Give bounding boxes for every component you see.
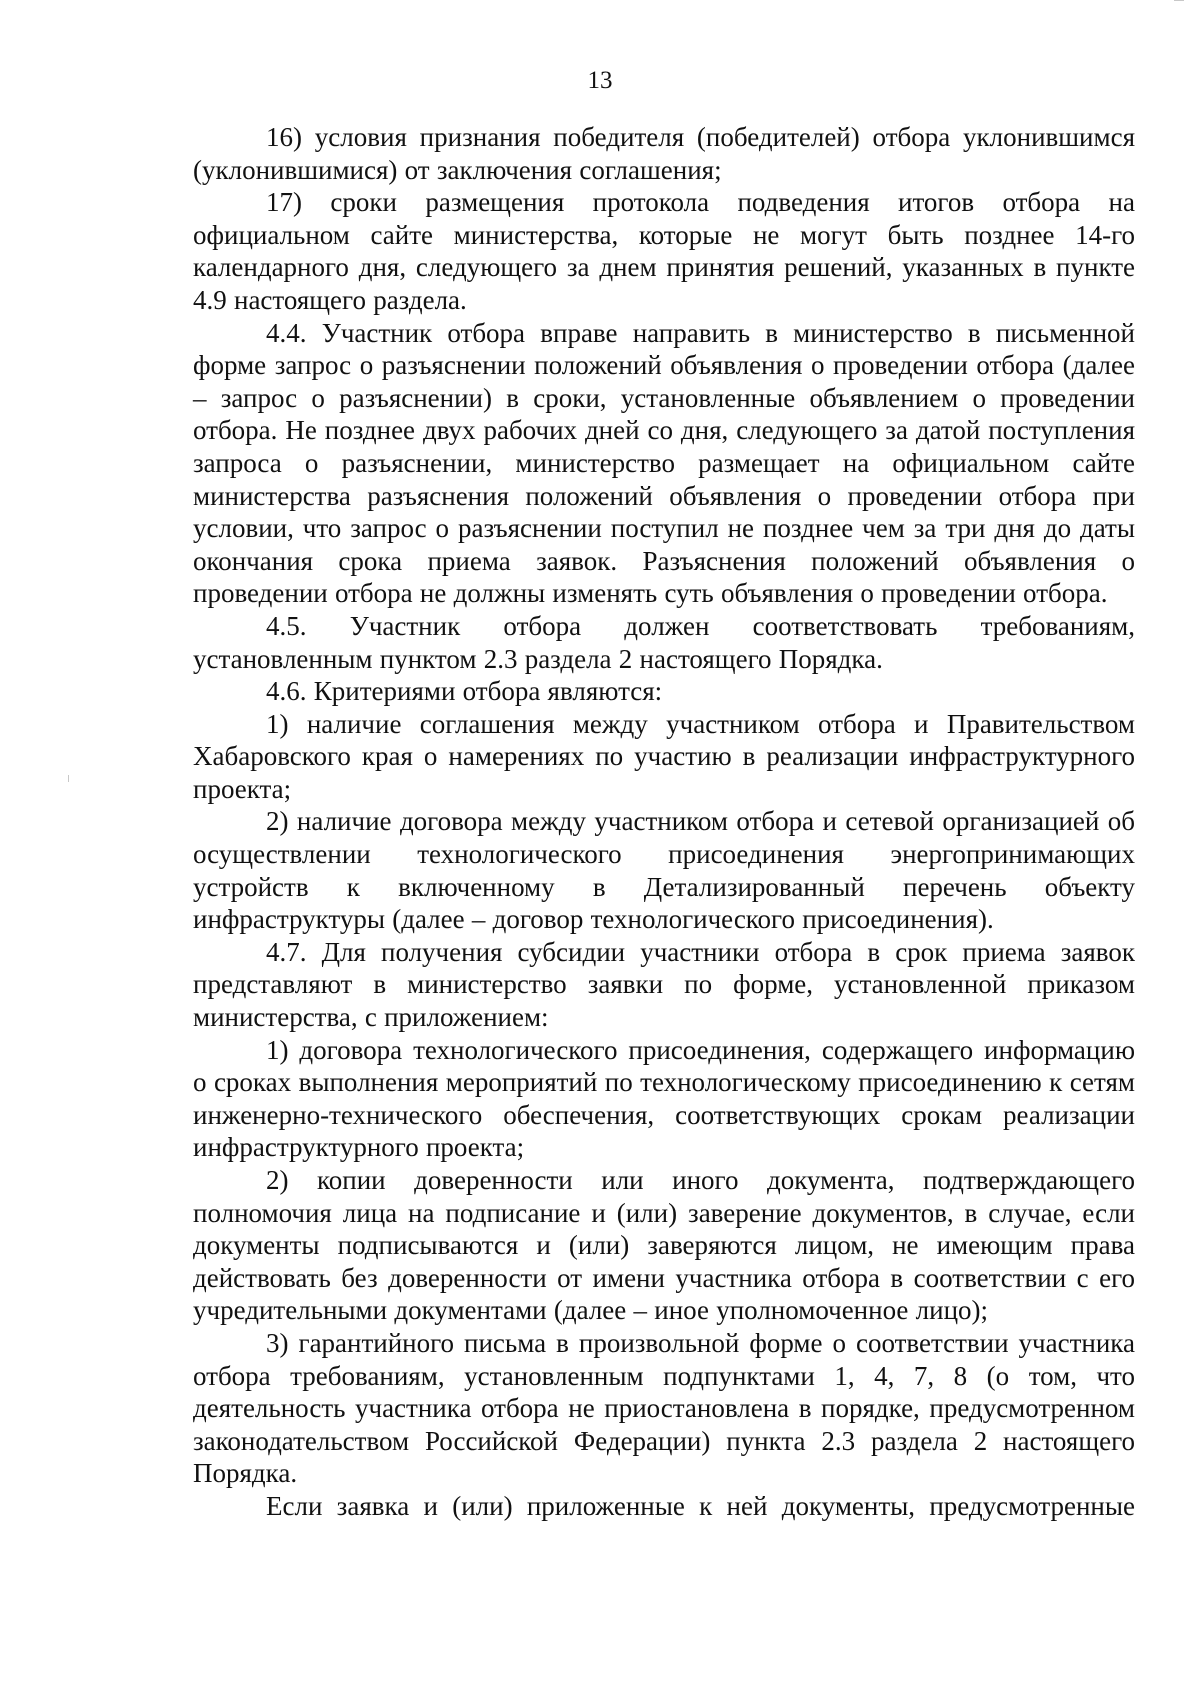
paragraph-item-16: 16) условия признания победителя (победителей) отбора уклонившимся (уклонившимися) от заключения соглашения; [193, 122, 1135, 185]
paragraph-criterion-1: 1) наличие соглашения между участником отбора и Правительством Хабаровского края о намерениях по участию в реализации инфраструктурного проекта; [193, 708, 1135, 804]
scan-mark [1174, 0, 1184, 1]
paragraph-4-6: 4.6. Критериями отбора являются: [266, 676, 663, 707]
paragraph-4-4: 4.4. Участник отбора вправе направить в министерство в письменной форме запрос о разъяснении положений объявления о проведении отбора (далее – запрос о разъяснении) в сроки, установленные объявлением о проведении отбора. Не позднее двух рабочих дней со дня, следующего за датой поступления запроса о разъяснении, министерство размещает на официальном сайте министерства разъяснения положений объявления о проведении отбора при условии, что запрос о разъяснении поступил не позднее чем за три дня до даты окончания срока приема заявок. Разъяснения положений объявления о проведении отбора не должны изменять суть объявления о проведении отбора. [193, 317, 1135, 609]
paragraph-4-7: 4.7. Для получения субсидии участники отбора в срок приема заявок представляют в министерство заявки по форме, установленной приказом министерства, с приложением: [193, 936, 1135, 1033]
body-text [193, 121, 1135, 1523]
paragraph-4-5: 4.5. Участник отбора должен соответствовать требованиям, установленным пунктом 2.3 раздела 2 настоящего Порядка. [193, 610, 1135, 674]
paragraph-continuation: Если заявка и (или) приложенные к ней документы, предусмотренные [266, 1490, 1135, 1521]
paragraph-attachment-1: 1) договора технологического присоединения, содержащего информацию о сроках выполнения мероприятий по технологическому присоединению к сетям инженерно-технического обеспечения, соответствующих срокам реализации инфраструктурного проекта; [193, 1034, 1135, 1163]
scan-mark [68, 775, 69, 782]
paragraph-attachment-3: 3) гарантийного письма в произвольной форме о соответствии участника отбора требованиям, установленным подпунктами 1, 4, 7, 8 (о том, что деятельность участника отбора не приостановлена в порядке, предусмотренном законодательством Российской Федерации) пункта 2.3 раздела 2 настоящего Порядка. [193, 1327, 1135, 1489]
paragraph-item-17: 17) сроки размещения протокола подведения итогов отбора на официальном сайте министерства, которые не могут быть позднее 14-го календарного дня, следующего за днем принятия решений, указанных в пункте 4.9 настоящего раздела. [193, 187, 1135, 315]
paragraph-criterion-2: 2) наличие договора между участником отбора и сетевой организацией об осуществлении технологического присоединения энергопринимающих устройств к включенному в Детализированный перечень объекту инфраструктуры (далее – договор технологического присоединения). [193, 806, 1135, 935]
page-number: 13 [587, 67, 613, 94]
paragraph-attachment-2: 2) копии доверенности или иного документа, подтверждающего полномочия лица на подписание и (или) заверение документов, в случае, если документы подписываются и (или) заверяются лицом, не имеющим права действовать без доверенности от имени участника отбора в соответствии с его учредительными документами (далее – иное уполномоченное лицо); [193, 1165, 1135, 1326]
